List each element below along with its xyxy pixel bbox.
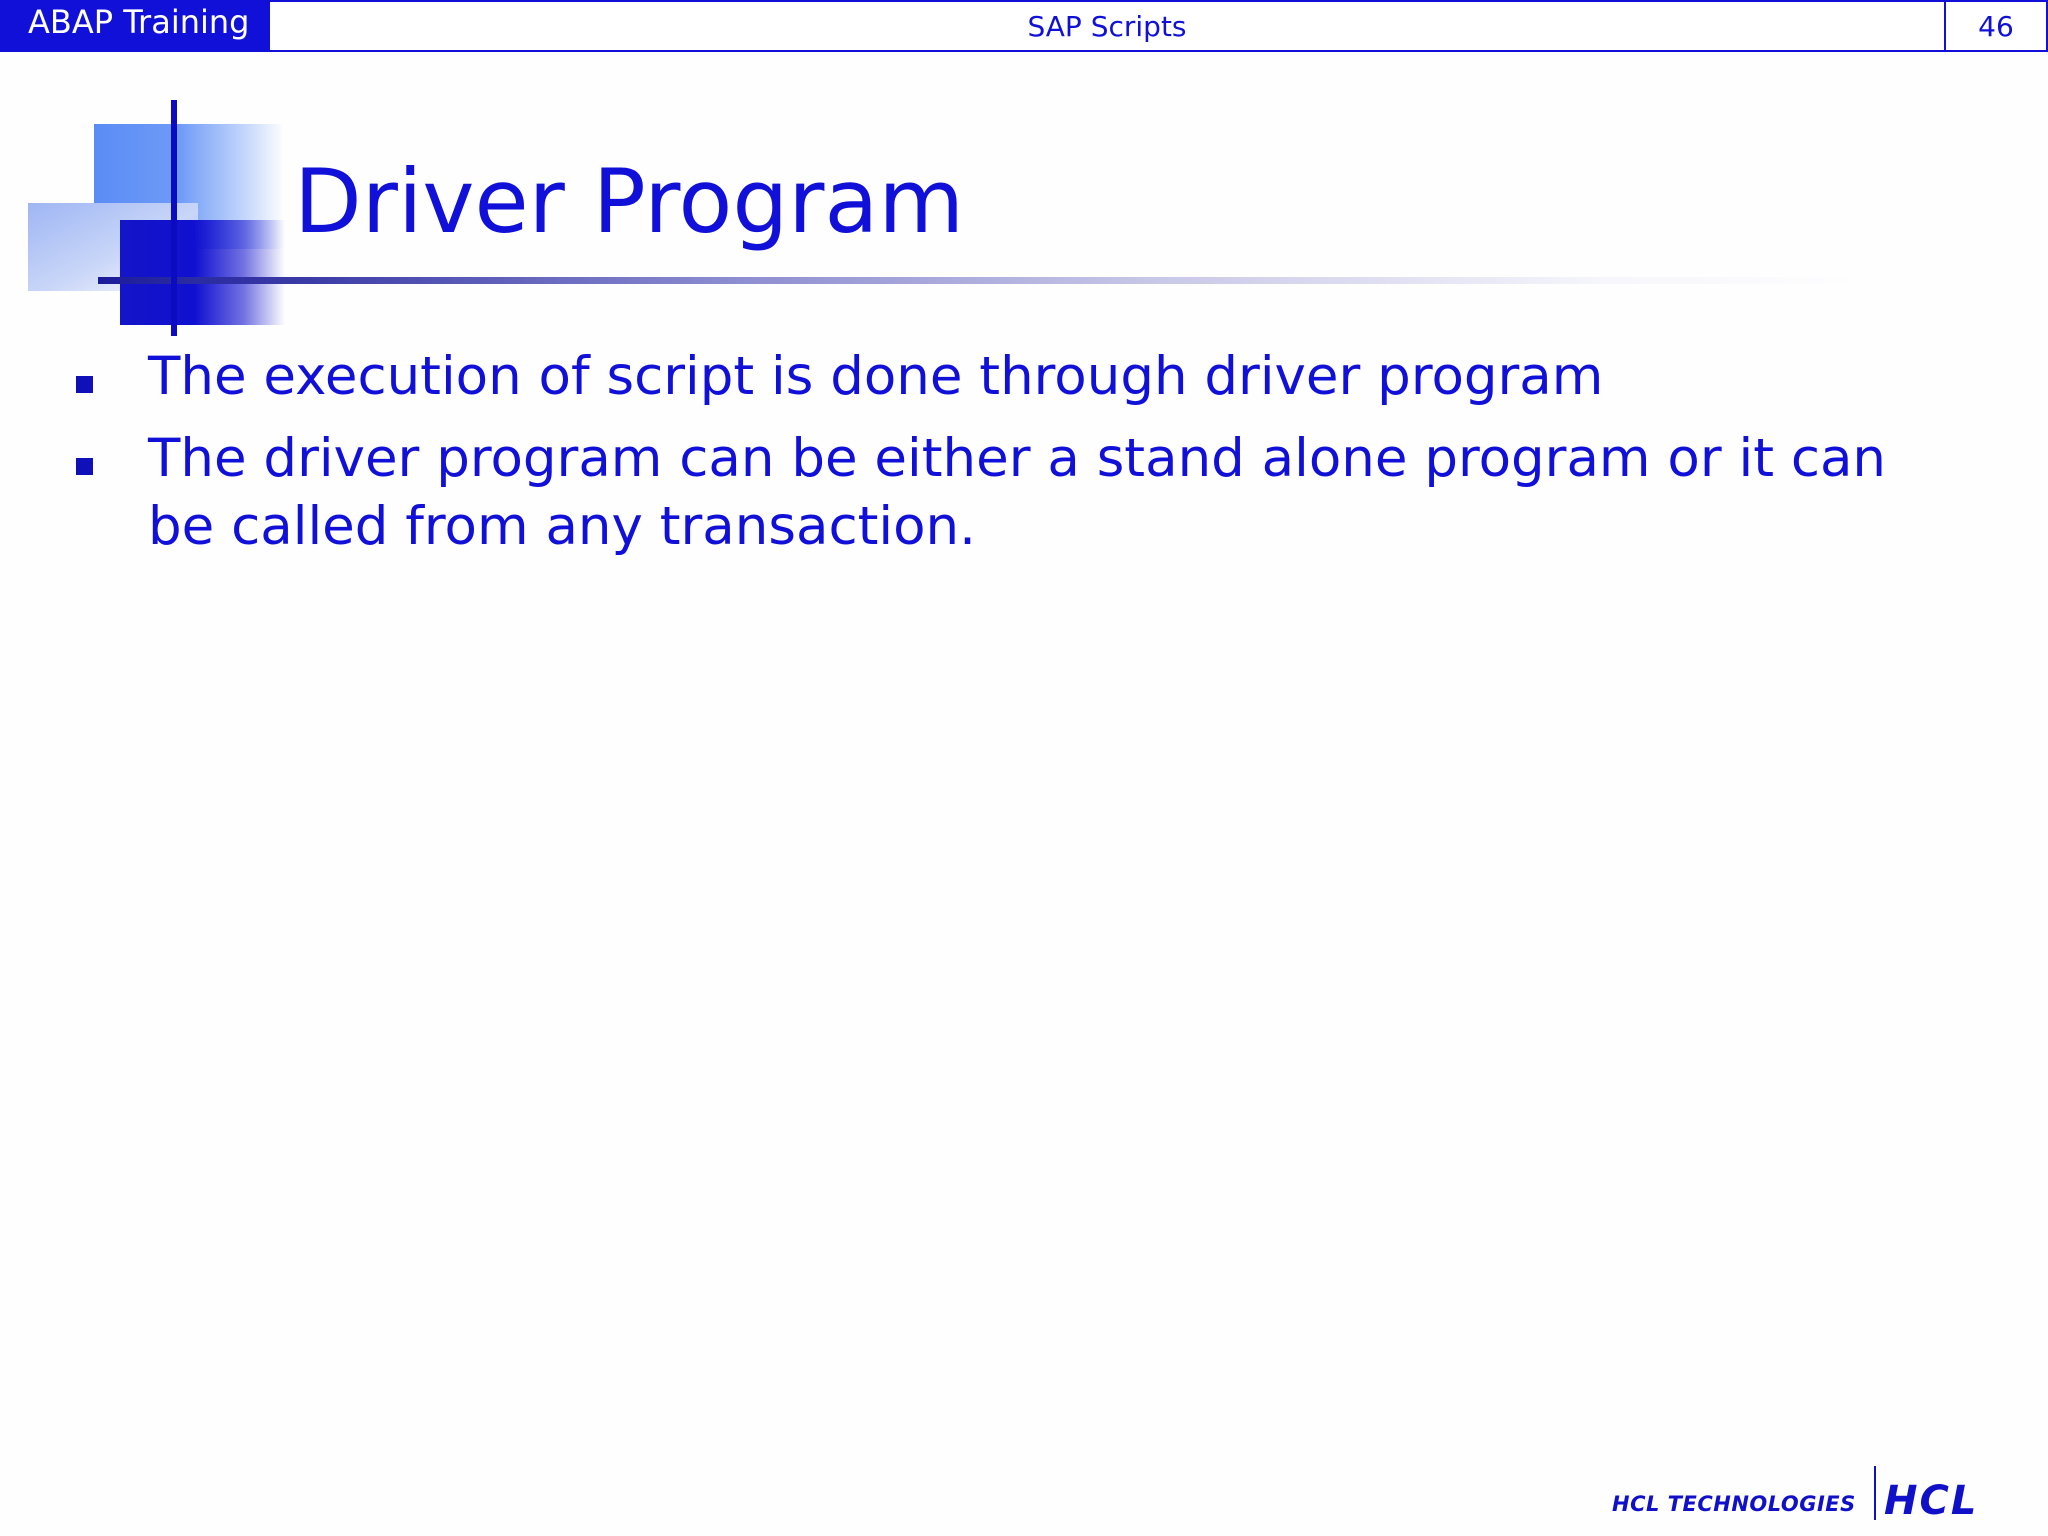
page-number: 46	[1944, 0, 2048, 52]
logo-divider	[1874, 1466, 1876, 1520]
topic-title: SAP Scripts	[268, 0, 1946, 52]
decorative-vertical-line	[171, 100, 177, 336]
bullet-text: The driver program can be either a stand alone program or it can be called from any transaction.	[148, 428, 1887, 557]
bullet-text: The execution of script is done through driver program	[148, 346, 1604, 407]
header-bar	[0, 0, 2048, 52]
decorative-square-dark	[120, 220, 285, 325]
square-bullet-icon	[76, 376, 93, 393]
course-title: ABAP Training	[0, 0, 268, 52]
square-bullet-icon	[76, 458, 93, 475]
company-logo-text: HCL TECHNOLOGIES	[1612, 1492, 1856, 1516]
hcl-logo: HCL	[1884, 1478, 1979, 1524]
slide-title: Driver Program	[294, 150, 965, 253]
title-underline	[98, 277, 1868, 284]
